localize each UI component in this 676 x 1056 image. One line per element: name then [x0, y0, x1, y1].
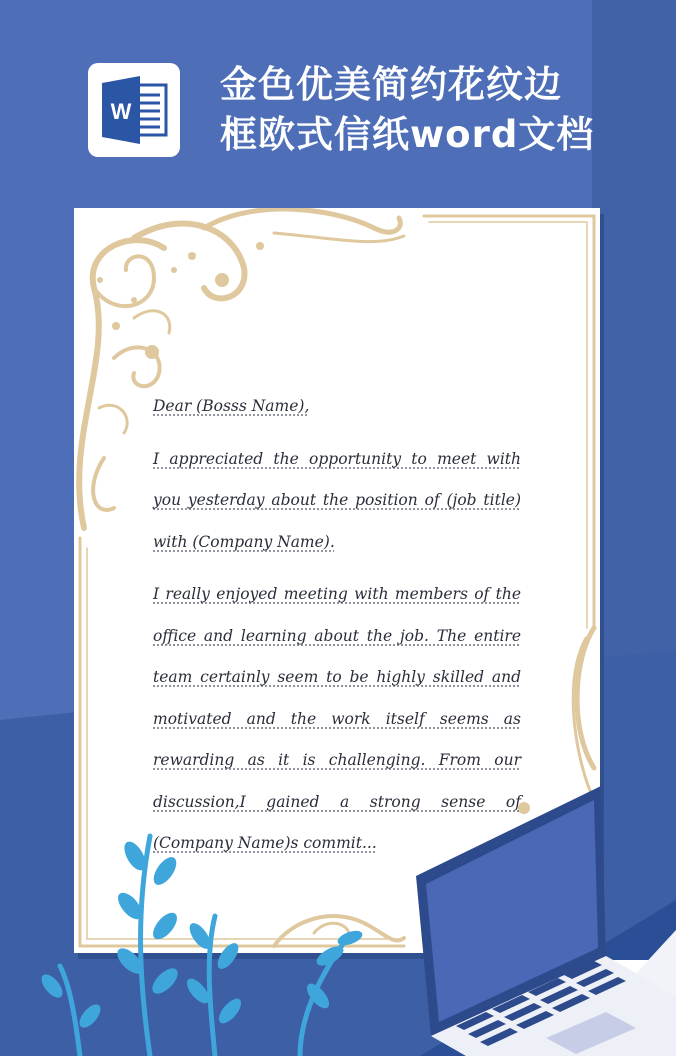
page-title	[220, 60, 660, 160]
word-icon	[88, 63, 180, 157]
title-line-2: 框欧式信纸word文档	[220, 113, 595, 156]
plant-decoration	[0, 816, 420, 1056]
letter-paragraph-1: I appreciated the opportunity to meet with you yesterday about the position of (job title) with (Company Name).	[153, 449, 521, 551]
word-app-icon	[88, 63, 180, 157]
title-line-1: 金色优美简约花纹边	[220, 63, 562, 106]
laptop-illustration	[406, 776, 676, 1056]
letter-salutation: Dear (Bosss Name),	[153, 397, 310, 415]
letter-paragraph-2: I really enjoyed meeting with members of the office and learning about the job. The entire team certainly seem to be highly skilled and motivated and the work itself seems as rewarding as it is challenging. From our discussion,I gained a strong sense of (Company Name)s commit...	[153, 585, 521, 852]
word-icon-letter: W	[110, 99, 132, 124]
